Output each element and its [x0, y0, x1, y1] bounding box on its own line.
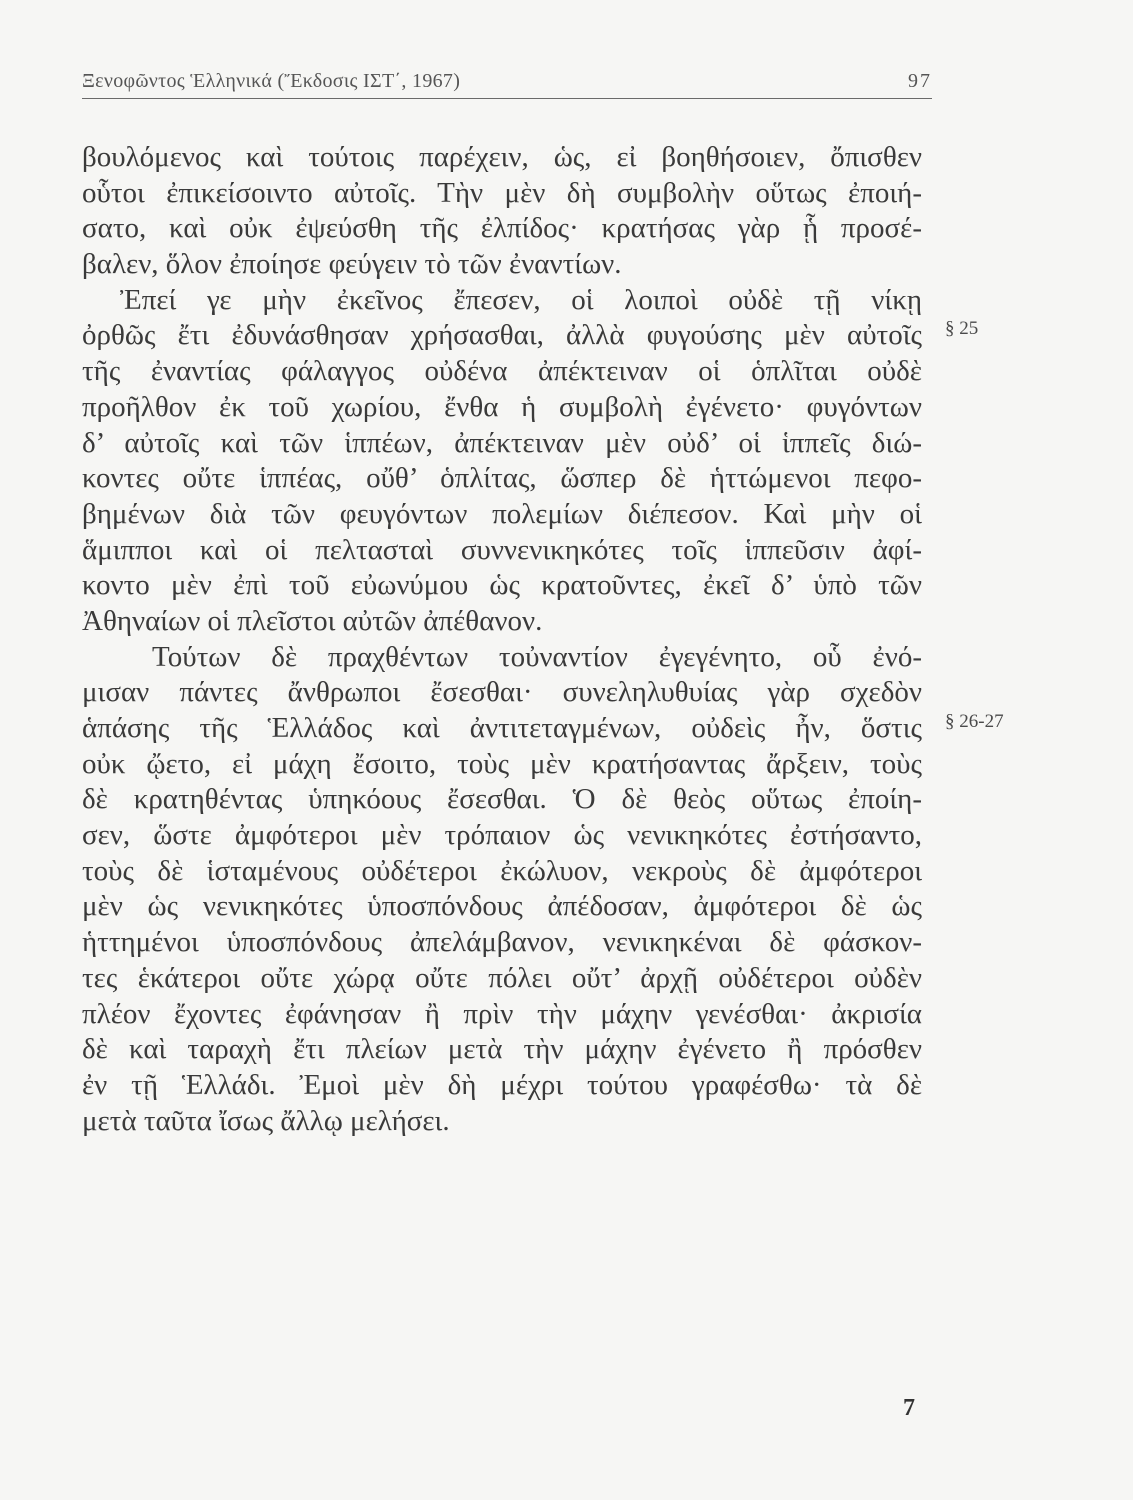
text-line: οὐκ ᾤετο, εἰ μάχη ἔσοιτο, τοὺς μὲν κρατήσαντας ἄρξειν, τοὺς [82, 747, 922, 780]
text-line: δὲ κρατηθέντας ὑπηκόους ἔσεσθαι. Ὁ δὲ θεὸς οὕτως ἐποίη- [82, 783, 922, 816]
text-line: κοντες οὔτε ἱππέας, οὔθ’ ὁπλίτας, ὥσπερ δὲ ἡττώμενοι πεφο- [82, 462, 922, 495]
text-line: ὀρθῶς ἔτι ἐδυνάσθησαν χρήσασθαι, ἀλλὰ φυγούσης μὲν αὐτοῖς [82, 319, 922, 352]
text-line: προῆλθον ἐκ τοῦ χωρίου, ἔνθα ἡ συμβολὴ ἐγένετο· φυγόντων [82, 390, 922, 423]
text-line: μισαν πάντες ἄνθρωποι ἔσεσθαι· συνεληλυθυίας γὰρ σχεδὸν [82, 676, 922, 709]
text-line: κοντο μὲν ἐπὶ τοῦ εὐωνύμου ὡς κρατοῦντες, ἐκεῖ δ’ ὑπὸ τῶν [82, 569, 922, 602]
text-line: τες ἑκάτεροι οὔτε χώρᾳ οὔτε πόλει οὔτ’ ἀρχῇ οὐδέτεροι οὐδὲν [82, 961, 922, 994]
text-line: ἐν τῇ Ἑλλάδι. Ἐμοὶ μὲν δὴ μέχρι τούτου γραφέσθω· τὰ δὲ [82, 1068, 922, 1101]
signature-number: 7 [903, 1395, 915, 1421]
text-line: τῆς ἐναντίας φάλαγγος οὐδένα ἀπέκτειναν οἱ ὁπλῖται οὐδὲ [82, 355, 922, 388]
text-line: βουλόμενος καὶ τούτοις παρέχειν, ὡς, εἰ βοηθήσοιεν, ὄπισθεν [82, 141, 922, 173]
text-line: βημένων διὰ τῶν φευγόντων πολεμίων διέπεσον. Καὶ μὴν οἱ [82, 497, 922, 530]
text-line: ἁπάσης τῆς Ἑλλάδος καὶ ἀντιτεταγμένων, οὐδεὶς ἦν, ὅστις [82, 712, 922, 744]
text-line: βαλεν, ὅλον ἐποίησε φεύγειν τὸ τῶν ἐναντίων. [82, 248, 622, 281]
text-line: μετὰ ταῦτα ἴσως ἄλλῳ μελήσει. [82, 1104, 450, 1137]
text-line: ἅμιπποι καὶ οἱ πελτασταὶ συννενικηκότες τοῖς ἱππεῦσιν ἀφί- [82, 533, 922, 566]
running-header-title: Ξενοφῶντος Ἑλληνικά (Ἔκδοσις ΙΣΤ΄, 1967) [82, 70, 461, 92]
text-line: Ἐπεί γε μὴν ἐκεῖνος ἔπεσεν, οἱ λοιποὶ οὐδὲ τῇ νίκῃ [120, 283, 922, 316]
text-line: σεν, ὥστε ἀμφότεροι μὲν τρόπαιον ὡς νενικηκότες ἐστήσαντο, [82, 819, 922, 852]
text-line: Τούτων δὲ πραχθέντων τοὐναντίον ἐγεγένητο, οὗ ἐνό- [152, 640, 922, 673]
text-line: δὲ καὶ ταραχὴ ἔτι πλείων μετὰ τὴν μάχην ἐγένετο ἢ πρόσθεν [82, 1033, 922, 1066]
text-line: ἡττημένοι ὑποσπόνδους ἀπελάμβανον, νενικηκέναι δὲ φάσκον- [82, 926, 922, 959]
page-number: 97 [908, 70, 932, 92]
text-line: μὲν ὡς νενικηκότες ὑποσπόνδους ἀπέδοσαν, ἀμφότεροι δὲ ὡς [82, 890, 922, 923]
text-line: οὗτοι ἐπικείσοιντο αὐτοῖς. Τὴν μὲν δὴ συμβολὴν οὕτως ἐποιή- [82, 176, 922, 209]
margin-section-note: § 25 [945, 318, 979, 339]
text-line: Ἀθηναίων οἱ πλεῖστοι αὐτῶν ἀπέθανον. [82, 604, 543, 637]
text-line: δ’ αὐτοῖς καὶ τῶν ἱππέων, ἀπέκτειναν μὲν οὐδ’ οἱ ἱππεῖς διώ- [82, 426, 922, 459]
text-line: σατο, καὶ οὐκ ἐψεύσθη τῆς ἐλπίδος· κρατήσας γὰρ ᾗ προσέ- [82, 212, 922, 245]
running-header [82, 68, 932, 99]
margin-section-note: § 26-27 [945, 711, 1004, 732]
text-line: τοὺς δὲ ἱσταμένους οὐδέτεροι ἐκώλυον, νεκροὺς δὲ ἀμφότεροι [82, 854, 922, 887]
text-line: πλέον ἔχοντες ἐφάνησαν ἢ πρὶν τὴν μάχην γενέσθαι· ἀκρισία [82, 997, 922, 1030]
body-text [82, 140, 922, 1139]
